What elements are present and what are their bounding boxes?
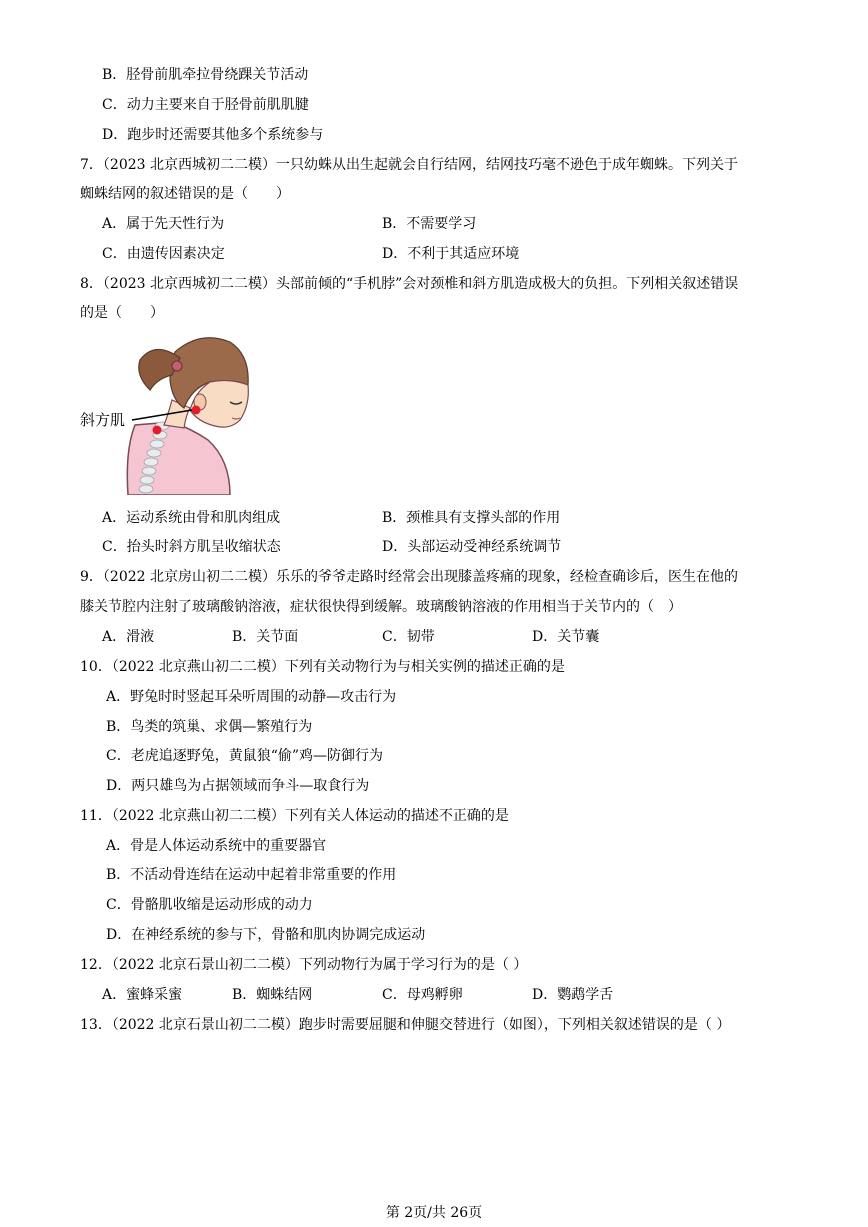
q7-stem-line1: 7．（2023 北京西城初二二模）一只幼蛛从出生起就会自行结网，结网技巧毫不逊色于成年蜘蛛。下列关于 xyxy=(80,157,738,173)
q9-stem-line1: 9．（2022 北京房山初二二模）乐乐的爷爷走路时经常会出现膝盖疼痛的现象，经检查确诊后，医生在他的 xyxy=(80,569,738,585)
neck-illustration xyxy=(80,330,255,495)
q9-option-d: D．关节囊 xyxy=(532,629,600,645)
q11-option-a: A．骨是人体运动系统中的重要器官 xyxy=(106,838,327,854)
q12-option-d: D．鹦鹉学舌 xyxy=(532,987,614,1003)
q7-option-c: C．由遗传因素决定 xyxy=(102,246,225,262)
q6-option-b: B．胫骨前肌牵拉骨绕踝关节活动 xyxy=(102,67,309,83)
q7-option-a: A．属于先天性行为 xyxy=(102,216,225,232)
q7-stem-line2: 蜘蛛结网的叙述错误的是（ ） xyxy=(80,186,290,202)
q10-option-b: B．鸟类的筑巢、求偶—繁殖行为 xyxy=(106,719,313,735)
q9-stem-line2: 膝关节腔内注射了玻璃酸钠溶液，症状很快得到缓解。玻璃酸钠溶液的作用相当于关节内的（ ） xyxy=(80,599,682,615)
q10-option-c: C．老虎追逐野兔，黄鼠狼“偷”鸡—防御行为 xyxy=(106,748,384,764)
q7-option-b: B．不需要学习 xyxy=(382,216,477,232)
q10-option-d: D．两只雄鸟为占据领域而争斗—取食行为 xyxy=(106,778,370,794)
q8-option-d: D．头部运动受神经系统调节 xyxy=(382,539,562,555)
q11-option-c: C．骨骼肌收缩是运动形成的动力 xyxy=(106,897,313,913)
q9-option-a: A．滑液 xyxy=(102,629,155,645)
q11-option-b: B．不活动骨连结在运动中起着非常重要的作用 xyxy=(106,867,397,883)
q6-option-d: D．跑步时还需要其他多个系统参与 xyxy=(102,127,324,143)
q8-stem-line1: 8．（2023 北京西城初二二模）头部前倾的“手机脖”会对颈椎和斜方肌造成极大的负担。下列相关叙述错误 xyxy=(80,276,739,292)
q9-option-b: B．关节面 xyxy=(232,629,299,645)
q8-option-c: C．抬头时斜方肌呈收缩状态 xyxy=(102,539,281,555)
q9-option-c: C．韧带 xyxy=(382,629,435,645)
q7-option-d: D．不利于其适应环境 xyxy=(382,246,520,262)
q10-stem: 10．（2022 北京燕山初二二模）下列有关动物行为与相关实例的描述正确的是 xyxy=(80,659,565,675)
q8-option-b: B．颈椎具有支撑头部的作用 xyxy=(382,510,561,526)
q10-option-a: A．野兔时时竖起耳朵听周围的动静—攻击行为 xyxy=(106,689,397,705)
q8-option-a: A．运动系统由骨和肌肉组成 xyxy=(102,510,281,526)
q12-option-b: B．蜘蛛结网 xyxy=(232,987,313,1003)
page-footer: 第 2页/共 26页 xyxy=(385,1205,483,1221)
q13-stem: 13．（2022 北京石景山初二二模）跑步时需要屈腿和伸腿交替进行（如图），下列相关叙述错误的是（ ） xyxy=(80,1017,731,1033)
q6-option-c: C．动力主要来自于胫骨前肌肌腱 xyxy=(102,97,309,113)
q11-stem: 11．（2022 北京燕山初二二模）下列有关人体运动的描述不正确的是 xyxy=(80,808,509,824)
trapezius-label: 斜方肌 xyxy=(80,411,126,429)
q8-stem-line2: 的是（ ） xyxy=(80,305,164,321)
q12-option-c: C．母鸡孵卵 xyxy=(382,987,463,1003)
q12-stem: 12．（2022 北京石景山初二二模）下列动物行为属于学习行为的是（ ） xyxy=(80,957,528,973)
q11-option-d: D．在神经系统的参与下，骨骼和肌肉协调完成运动 xyxy=(106,927,426,943)
q12-option-a: A．蜜蜂采蜜 xyxy=(102,987,183,1003)
